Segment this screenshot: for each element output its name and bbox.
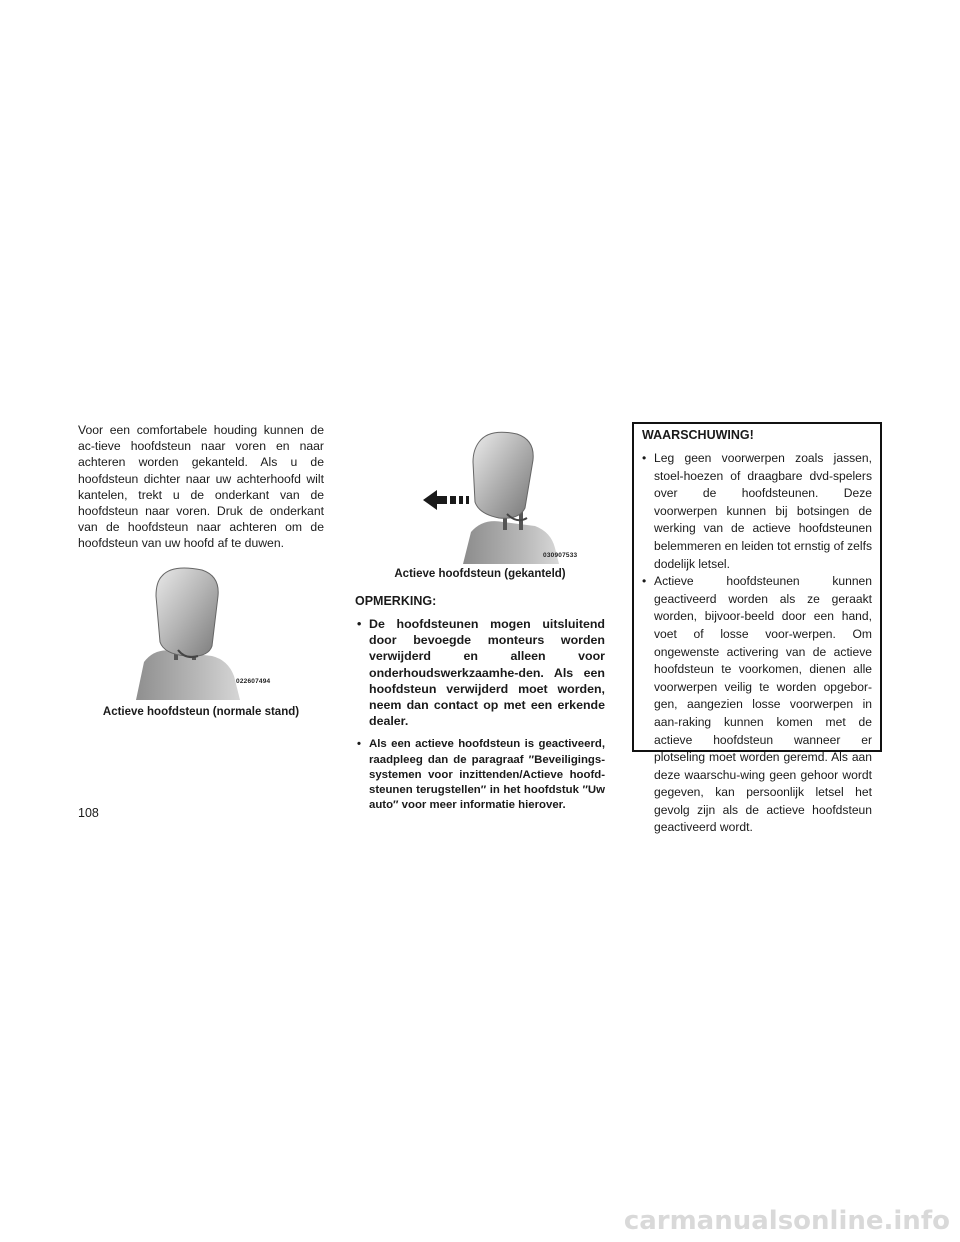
figure-code-tilted: 030907533 [543,552,578,559]
headrest-normal-figure [116,566,286,700]
watermark: carmanualsonline.info [623,1206,950,1236]
warning-box [632,422,882,835]
bullet-icon: • [642,451,647,465]
bullet-icon: • [357,738,361,751]
warning-list [642,450,872,837]
middle-column [355,428,605,813]
headrest-tilted-illustration [375,428,585,564]
note-heading: OPMERKING: [355,594,437,608]
headrest-tilted-figure [375,428,585,564]
note-text: Als een actieve hoofdsteun is geactiveerd, raadpleeg dan de paragraaf ″Beveiligings-systemen voor inzittenden/Actieve hoofd-steunen terugstellen″ in het hoofdstuk ″Uw auto″ voor meer informatie hierover. [369,738,605,812]
note-item [355,737,605,813]
bullet-icon: • [357,617,362,631]
warning-text: Leg geen voorwerpen zoals jassen, stoel-hoezen of draagbare dvd-spelers over de hoofdsteunen. Deze voorwerpen kunnen bij botsingen de werking van de actieve hoofdsteunen belemmeren en leiden tot ernstig of zelfs dodelijk letsel. [654,451,872,571]
caption-tilted: Actieve hoofdsteun (gekanteld) [394,568,566,580]
warning-title: WAARSCHUWING! [642,428,754,442]
note-list [355,616,605,813]
warning-item [642,573,872,837]
bullet-icon: • [642,574,647,589]
page-number: 108 [78,806,99,820]
intro-paragraph: Voor een comfortabele houding kunnen de ac-tieve hoofdsteun naar voren en naar achteren worden gekanteld. Als u de hoofdsteun dichter naar uw achterhoofd wilt kantelen, trekt u de onderkant van de hoofdsteun naar voren. Druk de onderkant van de hoofdsteun naar achteren om de hoofdsteun van uw hoofd af te duwen. [78,423,324,551]
tilt-arrow-icon [423,490,469,510]
warning-item [642,450,872,573]
note-text: De hoofdsteunen mogen uitsluitend door bevoegde monteurs worden verwijderd en alleen voor onderhoudswerkzaamhe-den. Als een hoofdsteun verwijderd moet worden, neem dan contact op met een erkende dealer. [369,617,605,729]
caption-normal: Actieve hoofdsteun (normale stand) [102,705,300,718]
warning-text: Actieve hoofdsteunen kunnen geactiveerd worden als ze geraakt worden, bijvoor-beeld door een hand, voet of losse voor-werpen. Om ongewenste activering van de actieve hoofdsteun te voorkomen, dienen alle voorwerpen veilig te worden opgebor-gen, aangezien losse voorwerpen in aan-raking kunnen komen met de actieve hoofdsteun wanneer er plotseling moet worden geremd. Als aan deze waarschu-wing geen gehoor wordt gegeven, kan persoonlijk letsel het gevolg zijn als de actieve hoofdsteun geactiveerd wordt. [654,574,872,835]
figure-code-normal: 022607494 [236,677,271,685]
left-column [78,422,324,718]
note-item [355,616,605,729]
